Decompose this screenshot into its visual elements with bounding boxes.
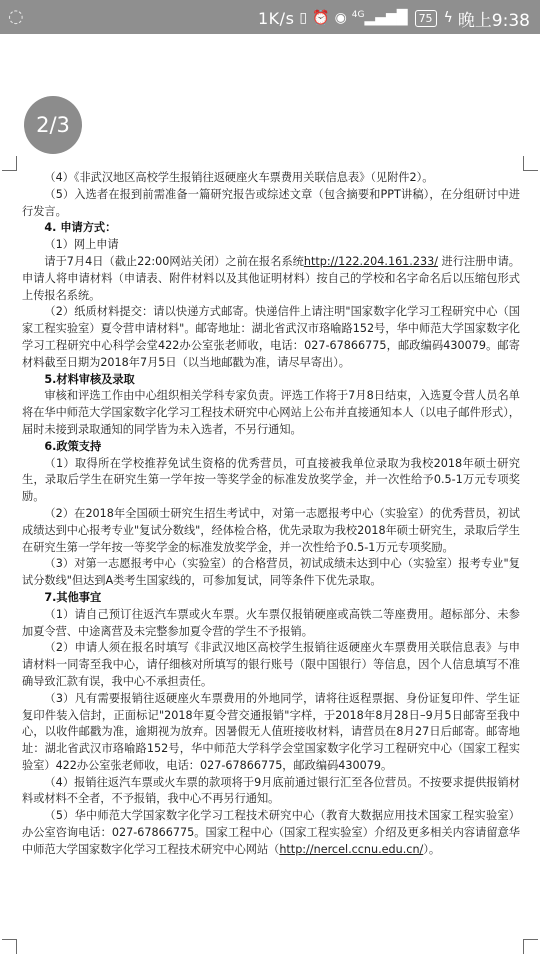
- paragraph: （1）请自己预订往返汽车票或火车票。火车票仅报销硬座或高铁二等座费用。超标部分、未参加夏令营、中途离营及未完整参加夏令营的学生不予报销。: [22, 607, 520, 638]
- registration-system-link[interactable]: http://122.204.161.233/: [303, 254, 438, 268]
- paragraph: （2）在2018年全国硕士研究生招生考试中，对第一志愿报考中心（实验室）的优秀营员，初试成绩达到中心报考专业"复试分数线"，经体检合格，优先录取为我校2018年硕士研究生，录取后学生在研究生第一学年按一等奖学金的标准发放奖学金，并一次性给予0.5-1万元专项奖励。: [22, 506, 520, 554]
- crop-mark: [2, 156, 17, 171]
- paragraph-text: ）。: [423, 842, 441, 856]
- page-indicator: 2/3: [24, 96, 82, 154]
- section-heading: 5.材料审核及录取: [44, 372, 135, 386]
- alarm-icon: ⏰: [312, 10, 330, 26]
- paragraph: （2）纸质材料提交：请以快递方式邮寄。快递信件上请注明"国家数字化学习工程研究中心（国家工程实验室）夏令营申请材料"。邮寄地址：湖北省武汉市珞喻路152号，华中师范大学国家数字化学习工程研究中心科学会堂422办公室张老师收，电话：027-67866775，邮政编码430079。邮寄材料截至日期为2018年7月5日（以当地邮戳为准，请尽早寄出）。: [22, 305, 520, 369]
- paragraph: （1）网上申请: [44, 238, 119, 252]
- status-indicators: [258, 6, 530, 30]
- paragraph: （5）入选者在报到前需准备一篇研究报告或综述文章（包含摘要和PPT讲稿），在分组研讨中进行发言。: [22, 187, 520, 218]
- paragraph: （1）取得所在学校推荐免试生资格的优秀营员，可直接被我单位录取为我校2018年硕士研究生，录取后学生在研究生第一学年按一等奖学金的标准发放奖学金，并一次性给予0.5-1万元专项奖励。: [22, 456, 520, 504]
- network-speed: 1K/s: [258, 8, 295, 28]
- paragraph-text: 请于7月4日（截止22:00网站关闭）之前在报名系统: [44, 254, 304, 268]
- clock: 晚上9:38: [457, 10, 530, 31]
- circle-loading-icon: ◌: [8, 6, 24, 27]
- paragraph: （4）《非武汉地区高校学生报销往返硬座火车票费用关联信息表》（见附件2）。: [44, 171, 434, 184]
- signal-icon: $^{4G}$▂▄▆█: [351, 10, 408, 26]
- paragraph: 审核和评选工作由中心组织相关学科专家负责。评选工作将于7月8日结束，入选夏令营人员名单将在华中师范大学国家数字化学习工程技术研究中心网站上公布并直接通知本人（以电子邮件形式），届时未接到录取通知的同学皆为未入选者，不另行通知。: [22, 389, 520, 436]
- section-heading: 6.政策支持: [44, 439, 102, 453]
- paragraph: （3）对第一志愿报考中心（实验室）的合格营员，初试成绩未达到中心（实验室）报考专业"复试分数线"但达到A类考生国家线的，可参加复试，同等条件下优先录取。: [22, 557, 520, 588]
- vibrate-icon: ▯: [299, 10, 308, 26]
- paragraph: （2）申请人须在报名时填写《非武汉地区高校学生报销往返硬座火车票费用关联信息表》与申请材料一同寄至我中心，请仔细核对所填写的银行账号（限中国银行）等信息，因个人信息填写不准确导致汇款有误，我中心不承担责任。: [22, 641, 520, 688]
- status-bar: [0, 0, 540, 34]
- section-heading: 4. 申请方式：: [44, 221, 117, 235]
- nercel-website-link[interactable]: http://nercel.ccnu.edu.cn/: [279, 842, 424, 856]
- paragraph: （4）报销往返汽车票或火车票的款项将于9月底前通过银行汇至各位营员。不按要求提供报销材料或材料不全者，不予报销，我中心不再另行通知。: [22, 775, 520, 806]
- section-heading: 7.其他事宜: [44, 590, 102, 604]
- signal-label: 4G: [351, 10, 365, 20]
- battery-icon: 75: [415, 10, 437, 27]
- paragraph: [22, 808, 520, 858]
- paragraph-text: （5）华中师范大学国家数字化学习工程技术研究中心（教育大数据应用技术国家工程实验室）办公室咨询电话：027-67866775。国家工程中心（国家工程实验室）介绍及更多相关内容请留意华中师范大学国家数字化学习工程技术研究中心网站（: [22, 809, 520, 856]
- paragraph: （3）凡有需要报销往返硬座火车票费用的外地同学，请将往返程票据、身份证复印件、学生证复印件装入信封，正面标记"2018年夏令营交通报销"字样，于2018年8月28日–9月5日邮寄至我中心，以收件邮戳为准，逾期视为放弃。因暑假无人值班接收材料，请营员在8月27日后邮寄。邮寄地址：湖北省武汉市珞喻路152号，华中师范大学科学会堂国家数字化学习工程研究中心（国家工程实验室）422办公室张老师收，电话：027-67866775，邮政编码430079。: [22, 691, 520, 772]
- crop-mark: [2, 939, 17, 954]
- charging-icon: ϟ: [443, 10, 453, 26]
- eye-icon: ◉: [334, 10, 347, 26]
- document-page[interactable]: [0, 34, 540, 960]
- document-body: [22, 170, 520, 859]
- paragraph-text: 进行注册申请。申请人将申请材料（申请表、附件材料以及其他证明材料）按自己的学校和名字命名后以压缩包形式上传报名系统。: [22, 254, 520, 302]
- paragraph: [22, 254, 520, 304]
- crop-mark: [523, 156, 538, 171]
- crop-mark: [523, 939, 538, 954]
